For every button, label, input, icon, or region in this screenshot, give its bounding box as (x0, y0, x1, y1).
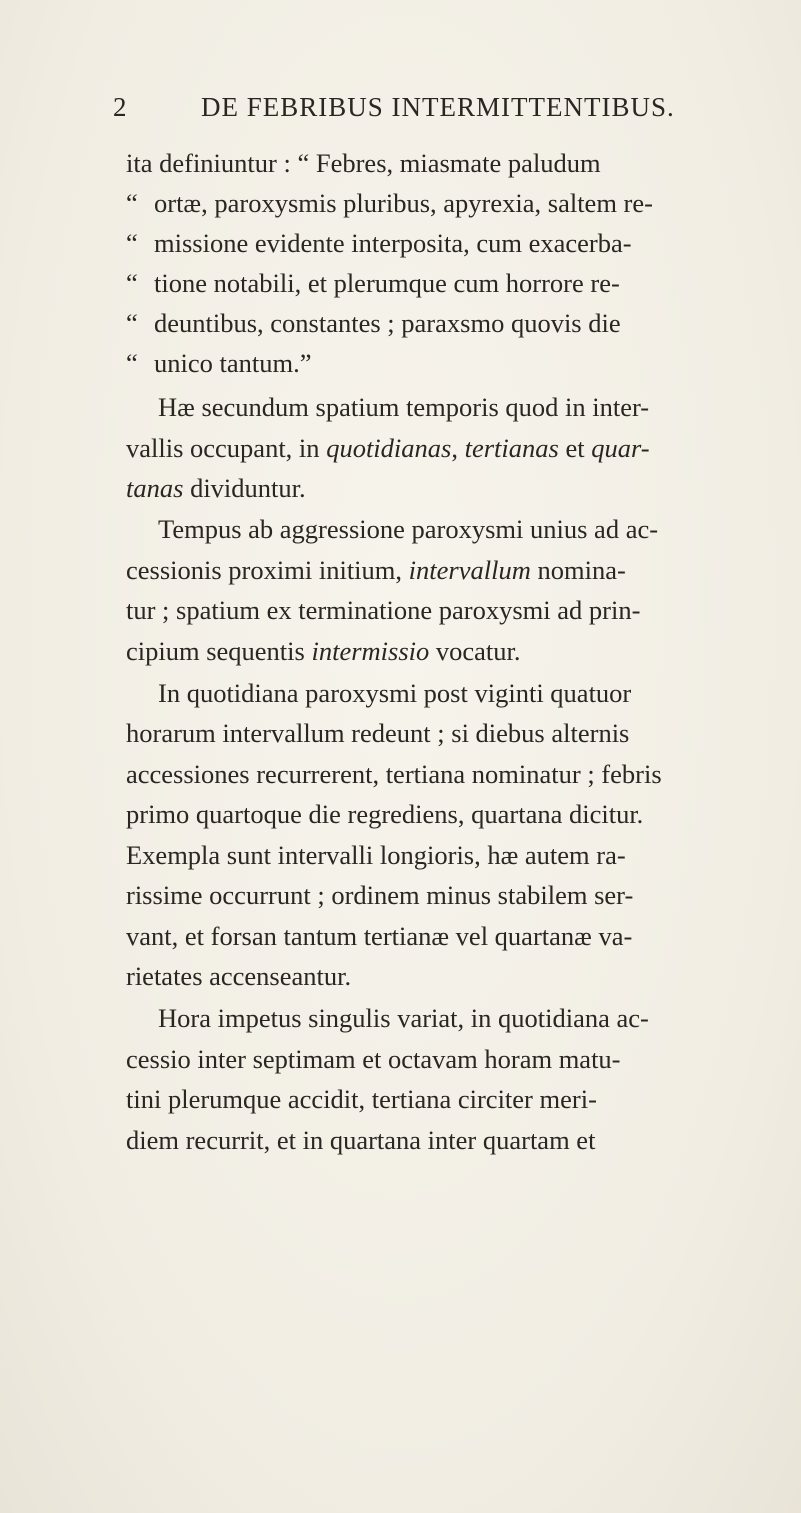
text-run: ita definiuntur : “ Febres, miasmate paludum (126, 148, 601, 178)
text-line (126, 875, 633, 915)
text-run: vallis occupant, in (126, 433, 327, 463)
page-header (113, 88, 673, 128)
italic-term: intervallum (408, 555, 531, 585)
text-run: unico tantum.” (154, 348, 312, 378)
italic-term: tertianas (464, 433, 559, 463)
text-run: cipium sequentis (126, 636, 312, 666)
text-line (126, 143, 601, 183)
text-run: rissime occurrunt ; ordinem minus stabilem ser- (126, 880, 634, 910)
text-run: vocatur. (429, 636, 521, 666)
text-line (126, 550, 626, 590)
text-line (158, 387, 649, 427)
text-run: Hæ secundum spatium temporis quod in inter- (158, 392, 650, 422)
text-run: accessiones recurrerent, tertiana nominatur ; febris (126, 759, 662, 789)
text-line (126, 468, 306, 508)
text-run: Tempus ab aggressione paroxysmi unius ad ac- (158, 514, 659, 544)
text-run: tione notabili, et plerumque cum horrore re- (154, 268, 620, 298)
text-line (126, 1079, 597, 1119)
text-line (158, 673, 631, 713)
text-line (126, 835, 626, 875)
text-line (126, 590, 640, 630)
quote-mark: “ (126, 348, 138, 378)
text-run: primo quartoque die regrediens, quartana dicitur. (126, 799, 644, 829)
text-run: missione evidente interposita, cum exacerba- (154, 228, 632, 258)
text-line (126, 1120, 595, 1160)
text-line (126, 754, 662, 794)
text-run: cessio inter septimam et octavam horam matu- (126, 1044, 621, 1074)
text-run: tini plerumque accidit, tertiana circiter meri- (126, 1084, 597, 1114)
text-line (126, 263, 620, 303)
text-line (126, 223, 632, 263)
text-line (126, 956, 351, 996)
text-line (158, 509, 658, 549)
quote-mark: “ (126, 268, 138, 298)
text-run: et (558, 433, 592, 463)
text-run: deuntibus, constantes ; paraxsmo quovis die (154, 308, 621, 338)
italic-term: intermissio (311, 636, 430, 666)
italic-term: quar- (591, 433, 650, 463)
text-line (126, 343, 312, 383)
text-line (126, 1039, 621, 1079)
text-line (126, 794, 643, 834)
text-run: In quotidiana paroxysmi post viginti quatuor (158, 678, 632, 708)
quote-mark: “ (126, 308, 138, 338)
text-run: vant, et forsan tantum tertianæ vel quartanæ va- (126, 921, 633, 951)
text-run: , (451, 433, 465, 463)
italic-term: tanas (126, 473, 184, 503)
text-run: nomina- (530, 555, 626, 585)
text-run: Hora impetus singulis variat, in quotidiana ac- (158, 1003, 649, 1033)
text-run: horarum intervallum redeunt ; si diebus alternis (126, 718, 630, 748)
quote-mark: “ (126, 188, 138, 218)
text-line (126, 428, 650, 468)
text-run: dividuntur. (183, 473, 306, 503)
text-line (126, 631, 521, 671)
text-run: rietates accenseantur. (126, 961, 352, 991)
text-line (126, 183, 653, 223)
text-run: diem recurrit, et in quartana inter quartam et (126, 1125, 596, 1155)
text-line (126, 713, 629, 753)
running-title: DE FEBRIBUS INTERMITTENTIBUS. (201, 92, 675, 122)
text-run: cessionis proximi initium, (126, 555, 409, 585)
text-line (126, 916, 632, 956)
text-run: ortæ, paroxysmis pluribus, apyrexia, saltem re- (154, 188, 653, 218)
quote-mark: “ (126, 228, 138, 258)
text-line (126, 303, 621, 343)
italic-term: quotidianas (326, 433, 452, 463)
text-run: Exempla sunt intervalli longioris, hæ autem ra- (126, 840, 626, 870)
text-run: tur ; spatium ex terminatione paroxysmi ad prin- (126, 595, 641, 625)
text-line (158, 998, 649, 1038)
page-number: 2 (113, 92, 128, 122)
